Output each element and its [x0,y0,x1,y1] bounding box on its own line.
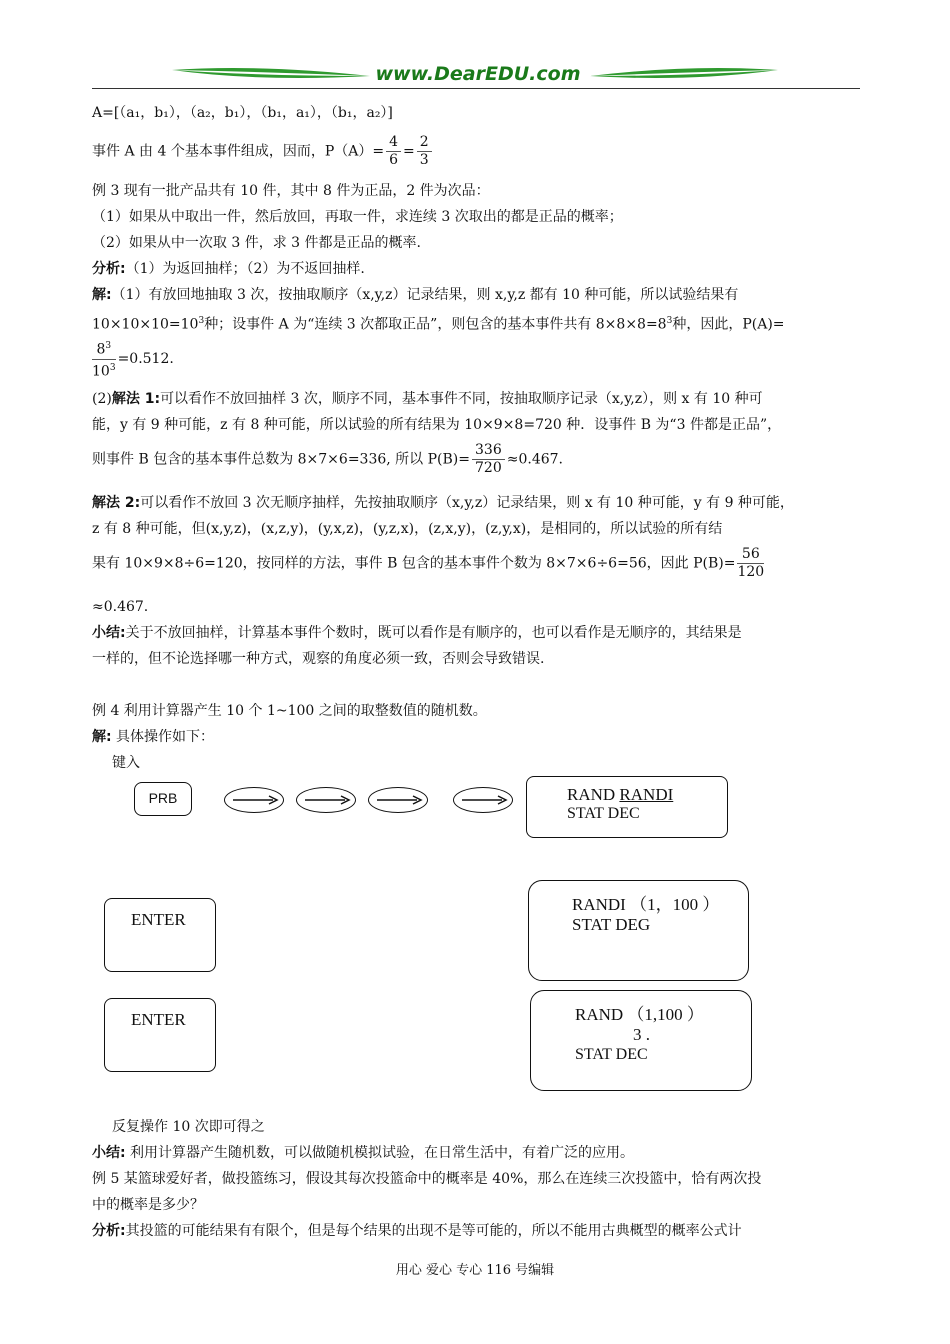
solution-line-2: $10\times 10\times 10=10^3$种；设事件 A 为“连续 3 次都取正品”，则包含的基本事件共有 $8\times 8\times 8=8^3$种，因此，P(A)= [92,316,785,333]
method2-line-3: 果有 10×9×8÷6=120，按同样的方法，事件 B 包含的基本事件个数为 8×7×6÷6=56，因此 P(B)= $\frac{56}{120}$ [92,546,765,580]
arrow-key-1 [224,787,284,813]
calc-screen-1: RAND RANDI STAT DEC [526,776,728,838]
summary-2: 小结: 利用计算器产生随机数，可以做随机模拟试验，在日常生活中，有着广泛的应用。 [92,1145,635,1161]
fraction-2-3: $\frac{2}{3}$ [417,134,432,169]
example-5-line-1: 例 5 某篮球爱好者，做投篮练习，假设其每次投篮命中的概率是 40%，那么在连续三次投篮中，恰有两次投 [92,1171,762,1187]
enter-key-2: ENTER [104,998,216,1072]
method1-line-2: 能，y 有 9 种可能，z 有 8 种可能，所以试验的所有结果为 10×9×8=720 种．设事件 B 为“3 件都是正品”， [92,417,782,433]
site-name: www.DearEDU.com [375,63,581,85]
fraction-8-cubed: $\frac{8^3}{10^3}$ [92,338,116,380]
repeat-note: 反复操作 10 次即可得之 [112,1119,265,1135]
example-4-title: 例 4 利用计算器产生 10 个 1~100 之间的取整数值的随机数。 [92,703,487,719]
example-4-solution: 解: 具体操作如下： [92,729,215,745]
right-arrow-icon [460,793,508,807]
header-banner [170,60,780,90]
page-footer: 用心 爱心 专心 116 号编辑 [395,1263,555,1278]
analysis-2: 分析:其投篮的可能结果有有限个，但是每个结果的出现不是等可能的，所以不能用古典概型的概率公式计 [92,1223,742,1239]
fraction-336-720: $\frac{336}{720}$ [472,442,505,477]
example-3-part2: （2）如果从中一次取 3 件，求 3 件都是正品的概率. [92,235,421,251]
solution-line-1: 解:（1）有放回地抽取 3 次，按抽取顺序（x,y,z）记录结果，则 x,y,z 都有 10 种可能，所以试验结果有 [92,287,739,303]
example-3-title: 例 3 现有一批产品共有 10 件，其中 8 件为正品，2 件为次品： [92,183,490,199]
line-set-a: A=[（a₁，b₁），（a₂，b₁），（b₁，a₁），（b₁，a₂）] [92,105,393,121]
fraction-4-6: $\frac{4}{6}$ [386,134,401,169]
method2-line-2: z 有 8 种可能，但(x,y,z)，(x,z,y)，(y,x,z)，(y,z,x)，(z,x,y)，(z,y,x)，是相同的，所以试验的所有结 [92,521,723,537]
keyin-label: 键入 [112,755,140,771]
analysis-line: 分析:（1）为返回抽样；（2）为不返回抽样. [92,261,365,277]
method2-result: ≈0.467. [92,599,149,615]
prb-key: PRB [134,782,192,816]
enter-key-1: ENTER [104,898,216,972]
calc-screen-3: RAND （1,100 ） 3 . STAT DEC [530,990,752,1091]
arrow-key-2 [296,787,356,813]
line-prob-a: 事件 A 由 4 个基本事件组成，因而，P（A）= $\frac{4}{6}$ = $\frac{2}{3}$ [92,134,862,169]
right-arrow-icon [303,793,351,807]
method1-line-3: 则事件 B 包含的基本事件总数为 8×7×6=336, 所以 P(B)= $\frac{336}{720}$ ≈0.467. [92,442,563,476]
fraction-56-120: $\frac{56}{120}$ [737,546,765,580]
method2-line-1: 解法 2:可以看作不放回 3 次无顺序抽样，先按抽取顺序（x,y,z）记录结果，则 x 有 10 种可能，y 有 9 种可能， [92,495,794,511]
right-arrow-icon [375,793,423,807]
arrow-key-3 [368,787,428,813]
example-5-line-2: 中的概率是多少？ [92,1197,204,1213]
calc-screen-2: RANDI （1，100 ） STAT DEG [528,880,749,981]
arrow-key-4 [453,787,513,813]
summary-line-1: 小结:关于不放回抽样，计算基本事件个数时，既可以看作是有顺序的，也可以看作是无顺序的，其结果是 [92,625,742,641]
solution-line-3: $\frac{8^3}{10^3}$ =0.512. [92,338,862,380]
summary-line-2: 一样的，但不论选择哪一种方式，观察的角度必须一致，否则会导致错误. [92,651,545,667]
example-3-part1: （1）如果从中取出一件，然后放回，再取一件，求连续 3 次取出的都是正品的概率； [92,209,623,225]
method1-line-1: (2)解法 1:可以看作不放回抽样 3 次，顺序不同，基本事件不同，按抽取顺序记录（x,y,z），则 x 有 10 种可 [92,391,763,407]
right-arrow-icon [231,793,279,807]
header-rule [92,88,860,89]
